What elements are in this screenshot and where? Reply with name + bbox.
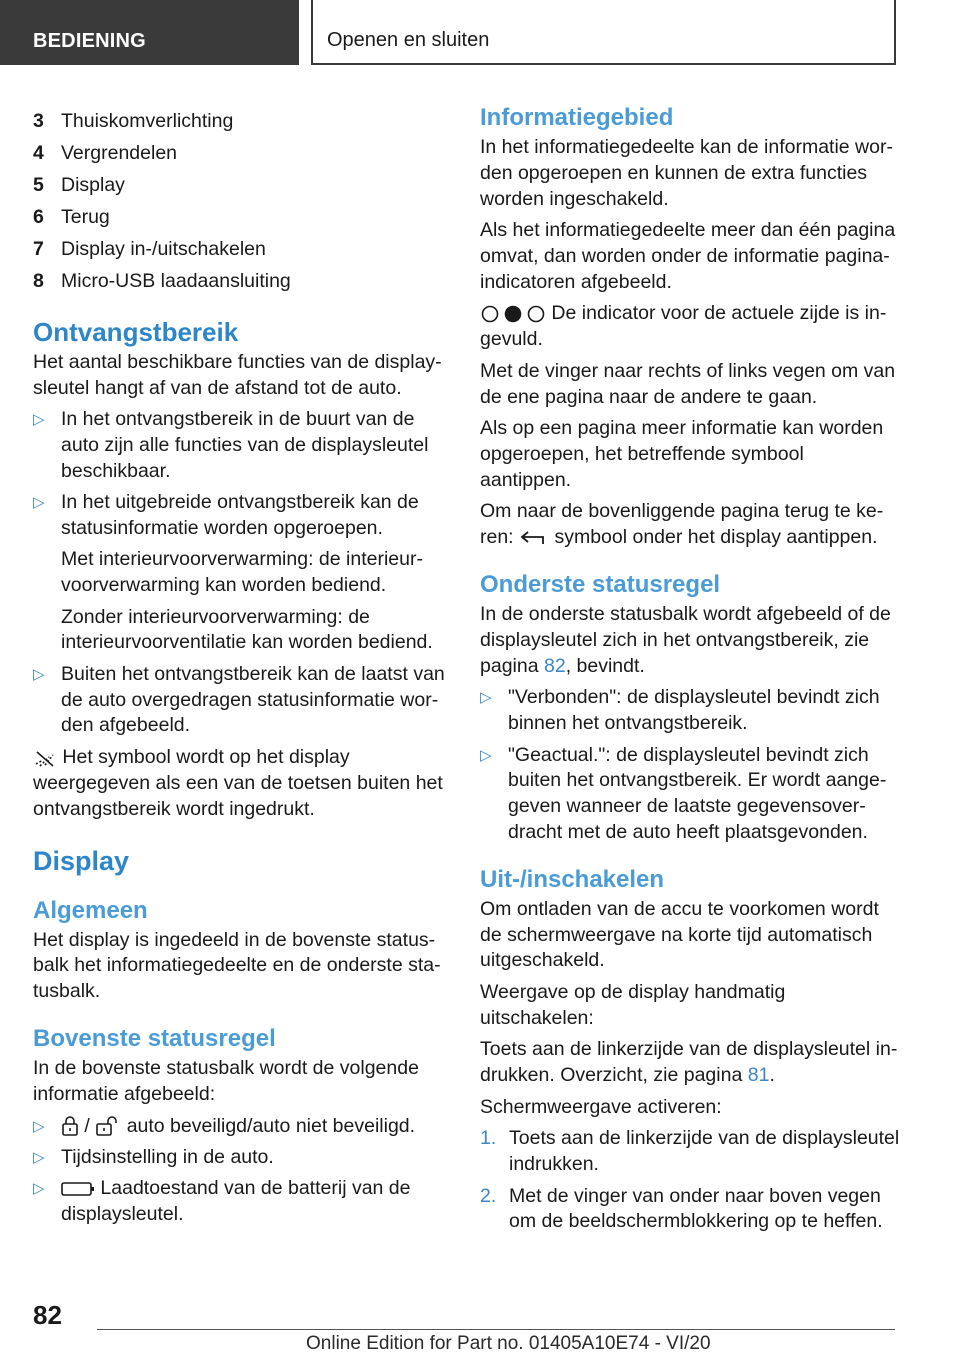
- list-item: ▷ / auto beveiligd/auto niet beveiligd.: [33, 1114, 445, 1140]
- list-item: 1. Toets aan de linkerzijde van de displaysleutel indrukken.: [480, 1127, 900, 1176]
- list-item: 5 Display: [33, 173, 125, 196]
- bottom-status-intro: In de onderste statusbalk wordt afgebeeld of de displaysleutel zich in het ontvangstbereik, zie pagina 82, bevindt.: [480, 602, 891, 677]
- section-title: BEDIENING: [33, 30, 146, 52]
- list-item: ▷ In het uitgebreide ontvangstbereik kan de statusinformatie worden opgeroepen. Met interieurvoorverwarming: de interieurvoorverwarming kan worden bediend. Zonder interieurvoorverwarming: de interieurvoorventilatie kan worden bediend.: [33, 490, 445, 656]
- right-column: [480, 104, 900, 1241]
- list-item: 8 Micro-USB laadaansluiting: [33, 269, 291, 292]
- footer-divider: [97, 1329, 895, 1330]
- onoff-p4: Schermweergave activeren:: [480, 1095, 722, 1118]
- page-number: 82: [33, 1300, 62, 1330]
- onoff-p3: Toets aan de linkerzijde van de displaysleutel indrukken. Overzicht, zie pagina 81.: [480, 1038, 898, 1087]
- chapter-title: Openen en sluiten: [327, 29, 490, 51]
- list-item: ▷ "Verbonden": de displaysleutel bevindt zich binnen het ontvangstbereik.: [480, 686, 880, 735]
- info-p3: De indicator voor de actuele zijde is ingevuld.: [480, 302, 887, 351]
- info-p4: Met de vinger naar rechts of links vegen om van de ene pagina naar de andere te gaan.: [480, 359, 896, 408]
- list-item: ▷ Laadtoestand van de batterij van de displaysleutel.: [33, 1177, 411, 1226]
- range-heading: Ontvangstbereik: [33, 316, 239, 347]
- info-p6: Om naar de bovenliggende pagina terug te keren: symbool onder het display aantippen.: [480, 500, 884, 549]
- bullet-triangle-icon: ▷: [33, 1180, 45, 1198]
- bullet-triangle-icon: ▷: [33, 1117, 45, 1135]
- range-intro: Het aantal beschikbare functies van de displaysleutel hangt af van de afstand tot de auto.: [33, 350, 442, 399]
- onoff-p2: Weergave op de display handmatig uitschakelen:: [480, 980, 786, 1029]
- list-item: 3 Thuiskomverlichting: [33, 110, 234, 132]
- general-heading: Algemeen: [33, 896, 148, 924]
- bullet-triangle-icon: ▷: [33, 1149, 45, 1167]
- list-item: 2. Met de vinger van onder naar boven vegen om de beeldschermblokkering op te heffen.: [480, 1184, 883, 1233]
- general-text: Het display is ingedeeld in de bovenste statusbalk het informatiegedeelte en de onderste statusbalk.: [33, 928, 441, 1003]
- onoff-heading: Uit-/inschakelen: [480, 865, 665, 893]
- bullet-triangle-icon: ▷: [33, 665, 45, 683]
- bullet-triangle-icon: ▷: [480, 689, 492, 707]
- bullet-triangle-icon: ▷: [480, 746, 492, 764]
- lock-open-icon: [95, 1115, 121, 1137]
- info-p1: In het informatiegedeelte kan de informatie worden opgeroepen en kunnen de extra functies worden ingeschakeld.: [480, 136, 893, 210]
- bullet-triangle-icon: ▷: [33, 411, 45, 429]
- sub-paragraph: Met interieurvoorverwarming: de interieurvoorverwarming kan worden bediend.: [61, 548, 423, 597]
- top-status-intro: In de bovenste statusbalk wordt de volgende informatie afgebeeld:: [33, 1057, 419, 1105]
- list-item: ▷ Buiten het ontvangstbereik kan de laatst van de auto overgedragen statusinformatie worden afgebeeld.: [33, 662, 445, 737]
- list-item: ▷ "Geactual.": de displaysleutel bevindt zich buiten het ontvangstbereik. Er wordt aangegeven wanneer de laatste gegevensoverdracht met de auto heeft plaatsgevonden.: [480, 743, 887, 843]
- top-status-bullets: [33, 1114, 445, 1228]
- bottom-status-heading: Onderste statusregel: [480, 570, 721, 598]
- left-column: [33, 104, 445, 1234]
- info-p2: Als het informatiegedeelte meer dan één pagina omvat, dan worden onder de informatie pagina-indicatoren afgebeeld.: [480, 219, 896, 293]
- page-link[interactable]: 81: [747, 1064, 770, 1087]
- info-heading: Informatiegebied: [480, 104, 674, 131]
- section-tab: [0, 0, 299, 65]
- onoff-p1: Om ontladen van de accu te voorkomen wordt de schermweergave na korte tijd automatisch uitgeschakeld.: [480, 897, 879, 972]
- edition-text: Online Edition for Part no. 01405A10E74 - VI/20: [306, 1333, 711, 1354]
- list-item: ▷ In het ontvangstbereik in de buurt van de auto zijn alle functies van de displaysleutel beschikbaar.: [33, 408, 429, 482]
- list-item: 6 Terug: [33, 205, 110, 228]
- numbered-legend: [33, 109, 445, 295]
- signal-lost-icon: [33, 748, 57, 768]
- lock-closed-icon: [61, 1115, 79, 1137]
- bottom-status-bullets: [480, 685, 900, 845]
- sub-paragraph: Zonder interieurvoorverwarming: de interieurvoorventilatie kan worden bediend.: [61, 605, 433, 654]
- battery-icon: [61, 1181, 95, 1197]
- page-link[interactable]: 82: [543, 654, 566, 677]
- range-bullets: [33, 407, 445, 739]
- bullet-triangle-icon: ▷: [33, 494, 45, 512]
- chapter-tab: [311, 0, 896, 65]
- list-item: 4 Vergrendelen: [33, 141, 178, 164]
- list-item: 7 Display in-/uitschakelen: [33, 237, 266, 260]
- display-heading: Display: [33, 845, 130, 876]
- back-arrow-icon: [519, 529, 549, 547]
- symbol-note: Het symbool wordt op het display weergegeven als een van de toetsen buiten het ontvangstbereik wordt ingedrukt.: [33, 746, 443, 820]
- info-p5: Als op een pagina meer informatie kan worden opgeroepen, het betreffende symbool aantippen.: [480, 417, 884, 491]
- activation-steps: [480, 1126, 900, 1235]
- top-status-heading: Bovenste statusregel: [33, 1025, 276, 1053]
- list-item: ▷ Tijdsinstelling in de auto.: [33, 1145, 445, 1171]
- page-indicator-icon: [480, 304, 546, 324]
